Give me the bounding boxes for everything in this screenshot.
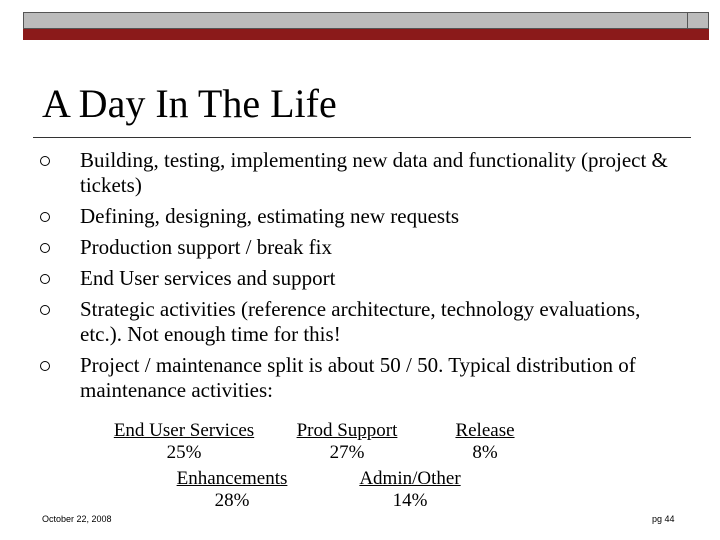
slide-title: A Day In The Life — [42, 81, 337, 126]
bullet-item: Production support / break fix — [36, 235, 676, 260]
footer-page-number: pg 44 — [652, 514, 675, 524]
bullet-item: End User services and support — [36, 266, 676, 291]
stat-enhancements: Enhancements 28% — [176, 468, 288, 511]
hollow-circle-bullet-icon — [40, 156, 50, 166]
header-box-small — [687, 12, 709, 29]
bullet-item: Project / maintenance split is about 50 / 50. Typical distribution of maintenance activities: — [36, 353, 676, 403]
hollow-circle-bullet-icon — [40, 212, 50, 222]
bullet-item: Building, testing, implementing new data and functionality (project & tickets) — [36, 148, 676, 198]
header-accent-stripe — [23, 29, 709, 40]
hollow-circle-bullet-icon — [40, 274, 50, 284]
bullet-item: Strategic activities (reference architecture, technology evaluations, etc.). Not enough time for this! — [36, 297, 676, 347]
footer-date: October 22, 2008 — [42, 514, 112, 524]
stat-admin-other: Admin/Other 14% — [359, 468, 461, 511]
hollow-circle-bullet-icon — [40, 361, 50, 371]
header-box-large — [23, 12, 688, 29]
bullet-list — [36, 148, 676, 409]
stat-prod-support: Prod Support 27% — [296, 420, 398, 463]
title-divider — [33, 137, 691, 138]
stat-release: Release 8% — [455, 420, 515, 463]
bullet-item: Defining, designing, estimating new requests — [36, 204, 676, 229]
stat-end-user-services: End User Services 25% — [113, 420, 255, 463]
hollow-circle-bullet-icon — [40, 305, 50, 315]
hollow-circle-bullet-icon — [40, 243, 50, 253]
